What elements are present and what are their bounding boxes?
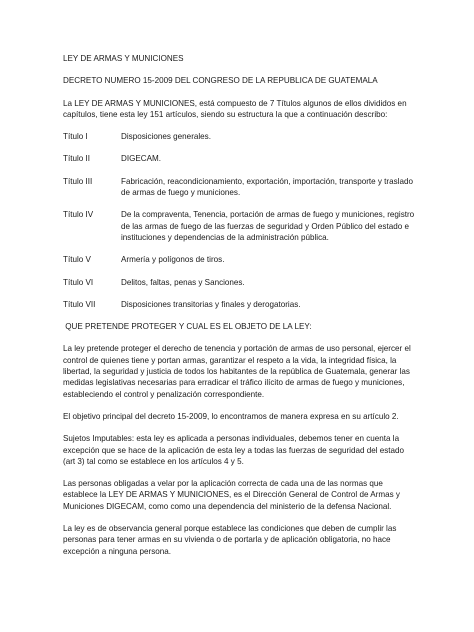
title-number: Título VII — [63, 299, 96, 309]
title-row-4 — [63, 209, 415, 243]
title-row-1 — [63, 131, 415, 142]
title-description: Armería y polígonos de tiros. — [121, 255, 225, 265]
title-number: Título III — [63, 176, 93, 186]
subjects-paragraph: Sujetos Imputables: esta ley es aplicada a personas individuales, debemos tener en cuenta la excepción que se hace de la aplicación de esta ley a todas las fuerzas de seguridad del estado (art 3) tal como se establece en los artículos 4 y 5. — [63, 434, 405, 466]
intro-paragraph: La LEY DE ARMAS Y MUNICIONES, está compuesto de 7 Títulos algunos de ellos divididos en capítulos, tiene esta ley 151 artículos, siendo su estructura la que a continuación describo: — [63, 98, 407, 119]
title-row-5 — [63, 254, 415, 265]
title-description: De la compraventa, Tenencia, portación de armas de fuego y municiones, registro de las armas de fuego de las fuerzas de seguridad y Orden Público del estado e instituciones y dependencias de la administración pública. — [121, 210, 415, 242]
document-heading: LEY DE ARMAS Y MUNICIONES — [63, 54, 184, 63]
title-number: Título VI — [63, 277, 94, 287]
title-description: DIGECAM. — [121, 154, 162, 164]
observance-paragraph: La ley es de observancia general porque establece las condiciones que deben de cumplir las personas para tener armas en su vivienda o de portarla y de aplicación obligatoria, no hace excepción a ninguna persona. — [63, 524, 397, 556]
title-description: Fabricación, reacondicionamiento, exportación, importación, transporte y traslado de armas de fuego y municiones. — [121, 176, 413, 198]
title-description: Delitos, faltas, penas y Sanciones. — [121, 277, 245, 287]
title-row-7 — [63, 299, 415, 310]
title-number: Título IV — [63, 210, 94, 220]
decree-line: DECRETO NUMERO 15-2009 DEL CONGRESO DE LA REPUBLICA DE GUATEMALA — [63, 76, 378, 86]
title-number: Título V — [63, 255, 91, 265]
title-row-2 — [63, 153, 415, 164]
title-description: Disposiciones generales. — [121, 132, 211, 142]
objective-paragraph: El objetivo principal del decreto 15-2009, lo encontramos de manera expresa en su artículo 2. — [63, 411, 399, 421]
protect-paragraph: La ley pretende proteger el derecho de tenencia y portación de armas de uso personal, ejercer el control de quienes tiene y portan armas, garantizar el respeto a la vida, la integridad física, la libertad, la seguridad y justicia de todos los habitantes de la república de Guatemala, generar las medidas legislativas necesarias para erradicar el tráfico ilícito de armas de fuego y municiones, estableciendo el control y penalización correspondiente. — [63, 344, 411, 399]
document-body — [63, 53, 415, 568]
obligated-paragraph: Las personas obligadas a velar por la aplicación correcta de cada una de las normas que establece la LEY DE ARMAS Y MUNICIONES, es el Dirección General de Control de Armas y Municiones DIGECAM, como como una dependencia del ministerio de la defensa Nacional. — [63, 479, 400, 511]
question-heading: QUE PRETENDE PROTEGER Y CUAL ES EL OBJETO DE LA LEY: — [63, 322, 312, 332]
title-number: Título II — [63, 154, 90, 164]
title-row-3 — [63, 176, 415, 199]
title-row-6 — [63, 277, 415, 288]
title-number: Título I — [63, 132, 88, 142]
title-description: Disposiciones transitorias y finales y derogatorias. — [121, 299, 301, 309]
